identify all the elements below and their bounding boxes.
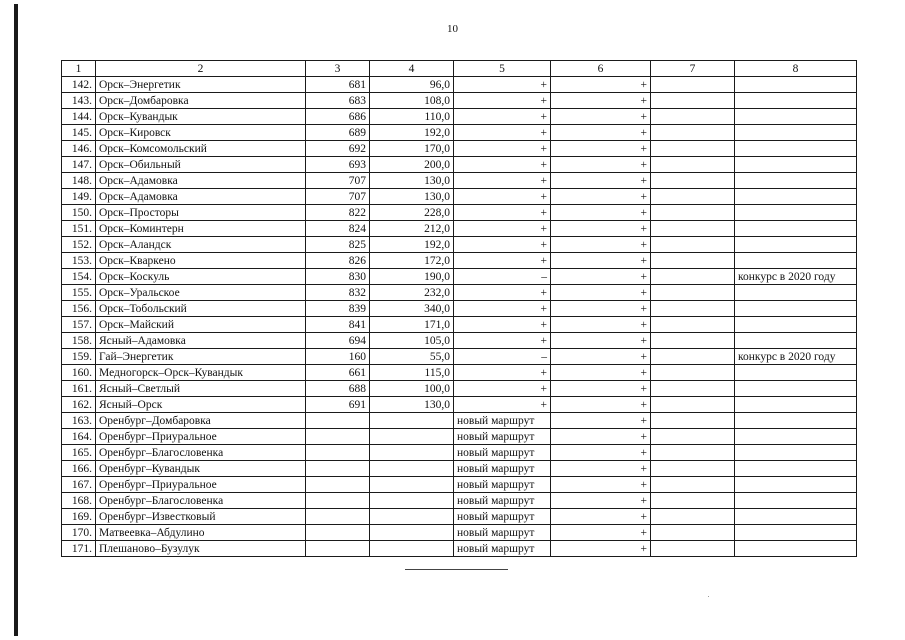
col6-cell: + bbox=[551, 429, 651, 445]
distance-cell: 190,0 bbox=[370, 269, 454, 285]
route-code-cell bbox=[306, 413, 370, 429]
route-code-cell: 822 bbox=[306, 205, 370, 221]
note-cell bbox=[735, 125, 857, 141]
routes-table bbox=[61, 60, 857, 557]
row-number-cell: 145. bbox=[62, 125, 96, 141]
note-cell bbox=[735, 205, 857, 221]
table-row bbox=[62, 541, 857, 557]
col7-cell bbox=[651, 365, 735, 381]
table-row bbox=[62, 461, 857, 477]
note-cell bbox=[735, 445, 857, 461]
distance-cell: 200,0 bbox=[370, 157, 454, 173]
col6-cell: + bbox=[551, 317, 651, 333]
col6-cell: + bbox=[551, 541, 651, 557]
col5-cell: новый маршрут bbox=[454, 477, 551, 493]
table-row bbox=[62, 189, 857, 205]
col7-cell bbox=[651, 221, 735, 237]
route-name-cell: Оренбург–Известковый bbox=[96, 509, 306, 525]
note-cell bbox=[735, 413, 857, 429]
table-row bbox=[62, 333, 857, 349]
note-cell bbox=[735, 189, 857, 205]
table-row bbox=[62, 285, 857, 301]
col7-cell bbox=[651, 285, 735, 301]
col7-cell bbox=[651, 429, 735, 445]
table-row bbox=[62, 381, 857, 397]
col5-cell: + bbox=[454, 125, 551, 141]
col7-cell bbox=[651, 157, 735, 173]
col7-cell bbox=[651, 269, 735, 285]
route-name-cell: Орск–Энергетик bbox=[96, 77, 306, 93]
route-name-cell: Оренбург–Домбаровка bbox=[96, 413, 306, 429]
route-name-cell: Орск–Просторы bbox=[96, 205, 306, 221]
col6-cell: + bbox=[551, 189, 651, 205]
col5-cell: новый маршрут bbox=[454, 509, 551, 525]
row-number-cell: 159. bbox=[62, 349, 96, 365]
distance-cell: 228,0 bbox=[370, 205, 454, 221]
col6-cell: + bbox=[551, 509, 651, 525]
col6-cell: + bbox=[551, 285, 651, 301]
note-cell bbox=[735, 317, 857, 333]
table-row bbox=[62, 317, 857, 333]
column-header: 6 bbox=[551, 61, 651, 77]
col5-cell: новый маршрут bbox=[454, 413, 551, 429]
route-code-cell: 661 bbox=[306, 365, 370, 381]
col7-cell bbox=[651, 77, 735, 93]
row-number-cell: 168. bbox=[62, 493, 96, 509]
col7-cell bbox=[651, 173, 735, 189]
col5-cell: + bbox=[454, 397, 551, 413]
table-row bbox=[62, 397, 857, 413]
route-name-cell: Оренбург–Благословенка bbox=[96, 493, 306, 509]
col6-cell: + bbox=[551, 237, 651, 253]
column-header: 4 bbox=[370, 61, 454, 77]
route-code-cell: 692 bbox=[306, 141, 370, 157]
col7-cell bbox=[651, 509, 735, 525]
table-row bbox=[62, 77, 857, 93]
row-number-cell: 167. bbox=[62, 477, 96, 493]
note-cell bbox=[735, 461, 857, 477]
route-code-cell: 839 bbox=[306, 301, 370, 317]
col5-cell: – bbox=[454, 349, 551, 365]
table-row bbox=[62, 349, 857, 365]
route-code-cell: 160 bbox=[306, 349, 370, 365]
distance-cell: 105,0 bbox=[370, 333, 454, 349]
col7-cell bbox=[651, 109, 735, 125]
row-number-cell: 142. bbox=[62, 77, 96, 93]
row-number-cell: 163. bbox=[62, 413, 96, 429]
row-number-cell: 164. bbox=[62, 429, 96, 445]
route-code-cell: 830 bbox=[306, 269, 370, 285]
col5-cell: + bbox=[454, 93, 551, 109]
col7-cell bbox=[651, 253, 735, 269]
col6-cell: + bbox=[551, 461, 651, 477]
table-row bbox=[62, 429, 857, 445]
route-name-cell: Гай–Энергетик bbox=[96, 349, 306, 365]
table-row bbox=[62, 221, 857, 237]
table-row bbox=[62, 173, 857, 189]
note-cell bbox=[735, 141, 857, 157]
col6-cell: + bbox=[551, 205, 651, 221]
distance-cell bbox=[370, 429, 454, 445]
col7-cell bbox=[651, 397, 735, 413]
page-number: 10 bbox=[447, 23, 458, 35]
col6-cell: + bbox=[551, 157, 651, 173]
col6-cell: + bbox=[551, 109, 651, 125]
route-name-cell: Орск–Адамовка bbox=[96, 189, 306, 205]
route-name-cell: Орск–Кировск bbox=[96, 125, 306, 141]
col6-cell: + bbox=[551, 333, 651, 349]
col5-cell: + bbox=[454, 109, 551, 125]
col5-cell: + bbox=[454, 157, 551, 173]
distance-cell: 55,0 bbox=[370, 349, 454, 365]
note-cell bbox=[735, 333, 857, 349]
route-name-cell: Орск–Кувандык bbox=[96, 109, 306, 125]
table-row bbox=[62, 493, 857, 509]
table-row bbox=[62, 477, 857, 493]
col6-cell: + bbox=[551, 365, 651, 381]
distance-cell: 130,0 bbox=[370, 189, 454, 205]
distance-cell bbox=[370, 461, 454, 477]
route-code-cell: 693 bbox=[306, 157, 370, 173]
distance-cell: 172,0 bbox=[370, 253, 454, 269]
row-number-cell: 171. bbox=[62, 541, 96, 557]
col7-cell bbox=[651, 93, 735, 109]
row-number-cell: 150. bbox=[62, 205, 96, 221]
note-cell bbox=[735, 253, 857, 269]
note-cell bbox=[735, 493, 857, 509]
row-number-cell: 166. bbox=[62, 461, 96, 477]
route-code-cell bbox=[306, 461, 370, 477]
route-name-cell: Орск–Тобольский bbox=[96, 301, 306, 317]
table-row bbox=[62, 253, 857, 269]
route-code-cell bbox=[306, 493, 370, 509]
note-cell bbox=[735, 429, 857, 445]
col5-cell: + bbox=[454, 253, 551, 269]
row-number-cell: 151. bbox=[62, 221, 96, 237]
route-code-cell: 707 bbox=[306, 173, 370, 189]
row-number-cell: 144. bbox=[62, 109, 96, 125]
column-header: 5 bbox=[454, 61, 551, 77]
end-of-table-rule bbox=[405, 569, 508, 570]
row-number-cell: 165. bbox=[62, 445, 96, 461]
route-code-cell: 681 bbox=[306, 77, 370, 93]
route-code-cell bbox=[306, 509, 370, 525]
col6-cell: + bbox=[551, 477, 651, 493]
table-row bbox=[62, 525, 857, 541]
table-row bbox=[62, 445, 857, 461]
col6-cell: + bbox=[551, 141, 651, 157]
route-name-cell: Орск–Майский bbox=[96, 317, 306, 333]
col7-cell bbox=[651, 445, 735, 461]
row-number-cell: 152. bbox=[62, 237, 96, 253]
table-row bbox=[62, 269, 857, 285]
route-code-cell: 824 bbox=[306, 221, 370, 237]
col7-cell bbox=[651, 541, 735, 557]
distance-cell bbox=[370, 525, 454, 541]
row-number-cell: 148. bbox=[62, 173, 96, 189]
note-cell: конкурс в 2020 году bbox=[735, 349, 857, 365]
route-code-cell: 691 bbox=[306, 397, 370, 413]
note-cell bbox=[735, 285, 857, 301]
note-cell bbox=[735, 237, 857, 253]
route-name-cell: Оренбург–Приуральное bbox=[96, 429, 306, 445]
route-code-cell: 826 bbox=[306, 253, 370, 269]
col6-cell: + bbox=[551, 77, 651, 93]
table-row bbox=[62, 205, 857, 221]
row-number-cell: 143. bbox=[62, 93, 96, 109]
col5-cell: + bbox=[454, 77, 551, 93]
col6-cell: + bbox=[551, 125, 651, 141]
note-cell bbox=[735, 477, 857, 493]
col5-cell: + bbox=[454, 173, 551, 189]
col5-cell: новый маршрут bbox=[454, 493, 551, 509]
route-code-cell bbox=[306, 445, 370, 461]
route-name-cell: Орск–Коскуль bbox=[96, 269, 306, 285]
distance-cell bbox=[370, 493, 454, 509]
col7-cell bbox=[651, 349, 735, 365]
route-name-cell: Оренбург–Кувандык bbox=[96, 461, 306, 477]
col5-cell: новый маршрут bbox=[454, 541, 551, 557]
col5-cell: + bbox=[454, 301, 551, 317]
column-header: 3 bbox=[306, 61, 370, 77]
col5-cell: новый маршрут bbox=[454, 429, 551, 445]
col6-cell: + bbox=[551, 397, 651, 413]
route-name-cell: Орск–Комсомольский bbox=[96, 141, 306, 157]
route-code-cell: 707 bbox=[306, 189, 370, 205]
row-number-cell: 156. bbox=[62, 301, 96, 317]
col6-cell: + bbox=[551, 493, 651, 509]
distance-cell: 130,0 bbox=[370, 173, 454, 189]
route-name-cell: Орск–Обильный bbox=[96, 157, 306, 173]
distance-cell: 130,0 bbox=[370, 397, 454, 413]
route-name-cell: Ясный–Адамовка bbox=[96, 333, 306, 349]
table-row bbox=[62, 413, 857, 429]
table-row bbox=[62, 509, 857, 525]
scan-edge-bar bbox=[14, 4, 18, 636]
table-row bbox=[62, 301, 857, 317]
note-cell bbox=[735, 509, 857, 525]
route-code-cell: 832 bbox=[306, 285, 370, 301]
route-code-cell: 841 bbox=[306, 317, 370, 333]
distance-cell bbox=[370, 477, 454, 493]
col7-cell bbox=[651, 125, 735, 141]
distance-cell: 212,0 bbox=[370, 221, 454, 237]
distance-cell: 170,0 bbox=[370, 141, 454, 157]
table-row bbox=[62, 125, 857, 141]
route-name-cell: Орск–Уральское bbox=[96, 285, 306, 301]
route-code-cell bbox=[306, 429, 370, 445]
row-number-cell: 155. bbox=[62, 285, 96, 301]
col7-cell bbox=[651, 477, 735, 493]
col5-cell: + bbox=[454, 237, 551, 253]
note-cell bbox=[735, 301, 857, 317]
note-cell bbox=[735, 397, 857, 413]
column-header: 2 bbox=[96, 61, 306, 77]
route-code-cell bbox=[306, 477, 370, 493]
table-row bbox=[62, 141, 857, 157]
col5-cell: + bbox=[454, 365, 551, 381]
col5-cell: новый маршрут bbox=[454, 461, 551, 477]
route-name-cell: Орск–Коминтерн bbox=[96, 221, 306, 237]
col5-cell: + bbox=[454, 333, 551, 349]
col6-cell: + bbox=[551, 445, 651, 461]
note-cell bbox=[735, 173, 857, 189]
scan-speck bbox=[708, 596, 709, 597]
distance-cell: 108,0 bbox=[370, 93, 454, 109]
col7-cell bbox=[651, 205, 735, 221]
distance-cell bbox=[370, 445, 454, 461]
note-cell bbox=[735, 541, 857, 557]
distance-cell bbox=[370, 509, 454, 525]
route-name-cell: Ясный–Орск bbox=[96, 397, 306, 413]
note-cell bbox=[735, 93, 857, 109]
col5-cell: + bbox=[454, 381, 551, 397]
col7-cell bbox=[651, 381, 735, 397]
table-row bbox=[62, 365, 857, 381]
col6-cell: + bbox=[551, 93, 651, 109]
route-code-cell: 694 bbox=[306, 333, 370, 349]
route-code-cell: 825 bbox=[306, 237, 370, 253]
distance-cell: 171,0 bbox=[370, 317, 454, 333]
distance-cell: 192,0 bbox=[370, 237, 454, 253]
col6-cell: + bbox=[551, 349, 651, 365]
row-number-cell: 157. bbox=[62, 317, 96, 333]
col6-cell: + bbox=[551, 413, 651, 429]
route-name-cell: Орск–Домбаровка bbox=[96, 93, 306, 109]
row-number-cell: 153. bbox=[62, 253, 96, 269]
route-code-cell bbox=[306, 541, 370, 557]
column-header: 1 bbox=[62, 61, 96, 77]
col7-cell bbox=[651, 317, 735, 333]
col5-cell: + bbox=[454, 221, 551, 237]
distance-cell: 115,0 bbox=[370, 365, 454, 381]
row-number-cell: 161. bbox=[62, 381, 96, 397]
note-cell bbox=[735, 109, 857, 125]
route-name-cell: Ясный–Светлый bbox=[96, 381, 306, 397]
col7-cell bbox=[651, 525, 735, 541]
note-cell: конкурс в 2020 году bbox=[735, 269, 857, 285]
row-number-cell: 160. bbox=[62, 365, 96, 381]
col5-cell: новый маршрут bbox=[454, 525, 551, 541]
col7-cell bbox=[651, 461, 735, 477]
route-name-cell: Орск–Аландск bbox=[96, 237, 306, 253]
note-cell bbox=[735, 157, 857, 173]
row-number-cell: 162. bbox=[62, 397, 96, 413]
distance-cell: 96,0 bbox=[370, 77, 454, 93]
row-number-cell: 146. bbox=[62, 141, 96, 157]
row-number-cell: 158. bbox=[62, 333, 96, 349]
note-cell bbox=[735, 381, 857, 397]
col7-cell bbox=[651, 141, 735, 157]
distance-cell: 192,0 bbox=[370, 125, 454, 141]
col6-cell: + bbox=[551, 269, 651, 285]
route-name-cell: Плешаново–Бузулук bbox=[96, 541, 306, 557]
note-cell bbox=[735, 525, 857, 541]
col5-cell: + bbox=[454, 141, 551, 157]
col7-cell bbox=[651, 413, 735, 429]
col6-cell: + bbox=[551, 173, 651, 189]
route-code-cell: 688 bbox=[306, 381, 370, 397]
note-cell bbox=[735, 77, 857, 93]
note-cell bbox=[735, 221, 857, 237]
col6-cell: + bbox=[551, 253, 651, 269]
route-name-cell: Оренбург–Приуральное bbox=[96, 477, 306, 493]
table-body bbox=[62, 77, 857, 557]
col5-cell: – bbox=[454, 269, 551, 285]
route-code-cell bbox=[306, 525, 370, 541]
col7-cell bbox=[651, 333, 735, 349]
row-number-cell: 154. bbox=[62, 269, 96, 285]
route-name-cell: Орск–Адамовка bbox=[96, 173, 306, 189]
row-number-cell: 170. bbox=[62, 525, 96, 541]
col5-cell: + bbox=[454, 285, 551, 301]
table-row bbox=[62, 157, 857, 173]
col7-cell bbox=[651, 189, 735, 205]
col6-cell: + bbox=[551, 221, 651, 237]
route-code-cell: 689 bbox=[306, 125, 370, 141]
distance-cell: 110,0 bbox=[370, 109, 454, 125]
col7-cell bbox=[651, 301, 735, 317]
table-row bbox=[62, 109, 857, 125]
row-number-cell: 149. bbox=[62, 189, 96, 205]
distance-cell bbox=[370, 541, 454, 557]
route-code-cell: 683 bbox=[306, 93, 370, 109]
col7-cell bbox=[651, 237, 735, 253]
col6-cell: + bbox=[551, 301, 651, 317]
table-row bbox=[62, 93, 857, 109]
row-number-cell: 169. bbox=[62, 509, 96, 525]
col6-cell: + bbox=[551, 525, 651, 541]
col5-cell: + bbox=[454, 189, 551, 205]
route-name-cell: Матвеевка–Абдулино bbox=[96, 525, 306, 541]
route-name-cell: Оренбург–Благословенка bbox=[96, 445, 306, 461]
table-header-row bbox=[62, 61, 857, 77]
col6-cell: + bbox=[551, 381, 651, 397]
row-number-cell: 147. bbox=[62, 157, 96, 173]
distance-cell: 232,0 bbox=[370, 285, 454, 301]
route-code-cell: 686 bbox=[306, 109, 370, 125]
route-name-cell: Медногорск–Орск–Кувандык bbox=[96, 365, 306, 381]
column-header: 7 bbox=[651, 61, 735, 77]
col5-cell: + bbox=[454, 205, 551, 221]
distance-cell: 100,0 bbox=[370, 381, 454, 397]
table-row bbox=[62, 237, 857, 253]
column-header: 8 bbox=[735, 61, 857, 77]
distance-cell: 340,0 bbox=[370, 301, 454, 317]
distance-cell bbox=[370, 413, 454, 429]
note-cell bbox=[735, 365, 857, 381]
col5-cell: новый маршрут bbox=[454, 445, 551, 461]
col5-cell: + bbox=[454, 317, 551, 333]
route-name-cell: Орск–Кваркено bbox=[96, 253, 306, 269]
col7-cell bbox=[651, 493, 735, 509]
